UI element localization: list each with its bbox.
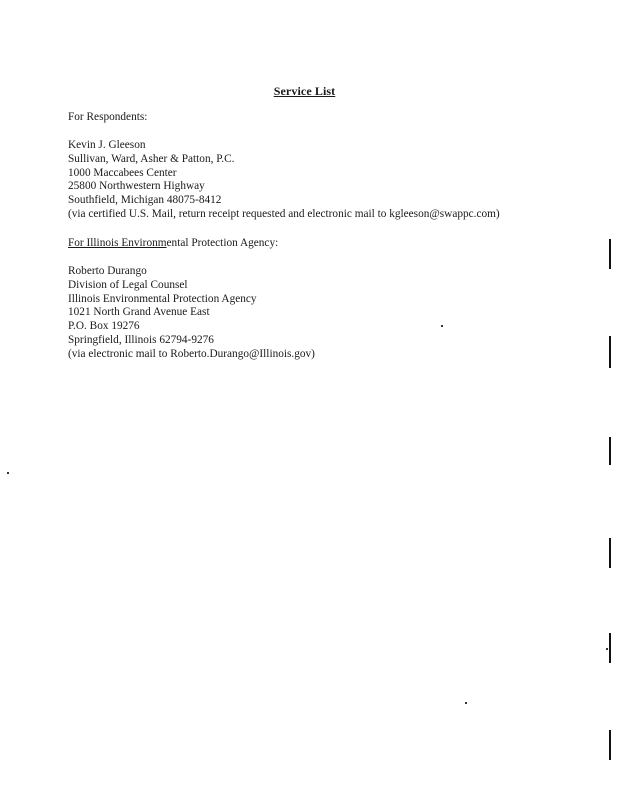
respondent-address-line-2: 25800 Northwestern Highway bbox=[68, 180, 205, 193]
scan-edge-mark bbox=[609, 730, 611, 760]
scan-speck bbox=[465, 702, 467, 704]
agency-delivery-method: (via electronic mail to Roberto.Durango@Illinois.gov) bbox=[68, 347, 315, 360]
scan-edge-mark bbox=[609, 538, 611, 568]
page-title: Service List bbox=[273, 84, 336, 98]
agency-name: Illinois Environmental Protection Agency bbox=[68, 292, 257, 305]
agency-contact-name: Roberto Durango bbox=[68, 265, 147, 277]
scan-speck bbox=[441, 325, 443, 327]
agency-division: Division of Legal Counsel bbox=[68, 278, 188, 291]
respondent-address-line-1: 1000 Maccabees Center bbox=[68, 166, 177, 179]
scan-edge-mark bbox=[609, 633, 611, 663]
respondents-heading-text: For Respondents: bbox=[68, 111, 148, 123]
respondent-name: Kevin J. Gleeson bbox=[68, 139, 146, 151]
respondent-contact-block bbox=[68, 139, 500, 222]
agency-heading-underlined: For Illinois Environm bbox=[68, 237, 167, 249]
respondent-city-state-zip: Southfield, Michigan 48075-8412 bbox=[68, 194, 222, 207]
agency-heading-rest: ental Protection Agency: bbox=[166, 237, 279, 249]
agency-po-box: P.O. Box 19276 bbox=[68, 320, 140, 333]
respondents-heading bbox=[68, 111, 147, 125]
agency-city-state-zip: Springfield, Illinois 62794-9276 bbox=[68, 333, 214, 346]
agency-heading-text bbox=[68, 237, 278, 251]
scan-speck bbox=[606, 648, 608, 650]
respondent-firm: Sullivan, Ward, Asher & Patton, P.C. bbox=[68, 152, 235, 165]
scan-edge-mark bbox=[609, 336, 611, 368]
agency-contact-block bbox=[68, 265, 315, 362]
scan-edge-mark bbox=[609, 437, 611, 465]
scan-edge-mark bbox=[609, 239, 611, 269]
scan-speck bbox=[7, 472, 9, 474]
agency-street-address: 1021 North Grand Avenue East bbox=[68, 306, 210, 319]
agency-heading bbox=[68, 237, 278, 251]
respondent-delivery-method: (via certified U.S. Mail, return receipt requested and electronic mail to kgleeson@swappc.com) bbox=[68, 207, 500, 220]
